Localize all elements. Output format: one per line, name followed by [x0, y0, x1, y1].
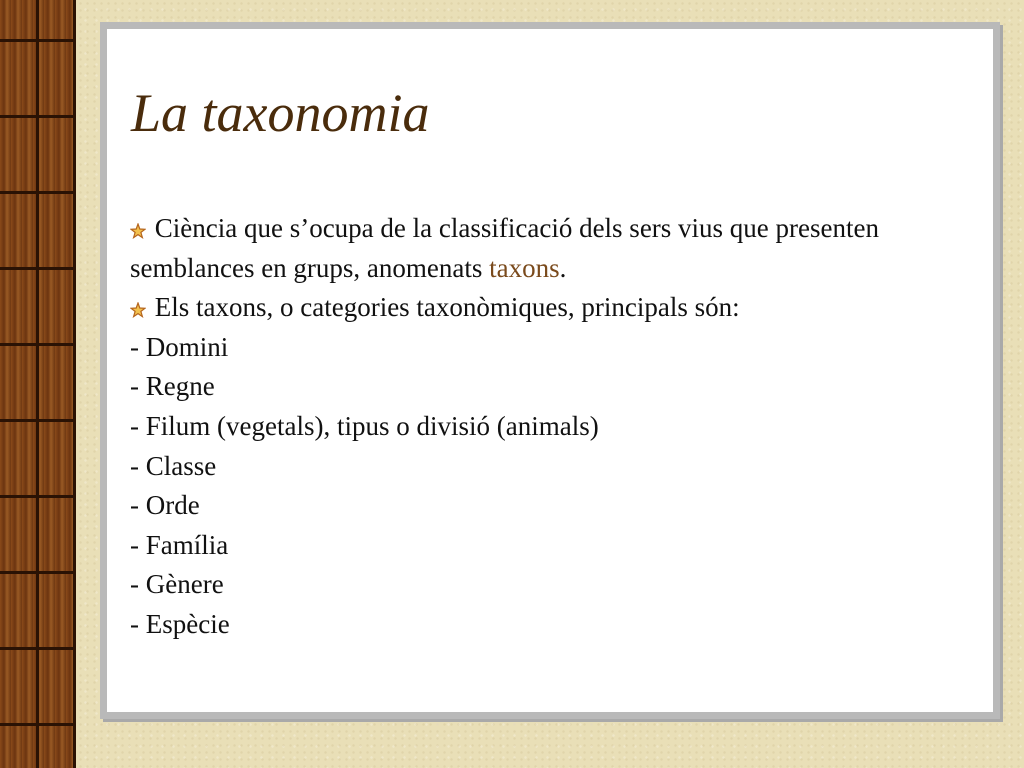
- rank-item-domini: - Domini: [130, 331, 229, 362]
- bullet-point-categories: [130, 288, 990, 328]
- slide-content-panel: [100, 22, 1000, 719]
- bullet-point-definition: [130, 209, 990, 288]
- rank-item-filum: - Filum (vegetals), tipus o divisió (animals): [130, 410, 599, 441]
- definition-text: Ciència que s’ocupa de la classificació dels sers vius que presenten semblances en grups, anomenats: [130, 213, 879, 283]
- rank-item-familia: - Família: [130, 529, 229, 560]
- slide-body: [130, 209, 990, 645]
- taxonomic-ranks-list: [130, 328, 990, 645]
- slide-title: La taxonomia: [131, 83, 430, 143]
- rank-item-orde: - Orde: [130, 490, 200, 521]
- keyword-taxons: taxons: [489, 252, 560, 283]
- star-bullet-icon: [130, 223, 148, 239]
- rank-item-regne: - Regne: [130, 371, 215, 402]
- rank-item-genere: - Gènere: [130, 569, 224, 600]
- rank-item-classe: - Classe: [130, 450, 217, 481]
- decorative-wood-border: [0, 0, 76, 768]
- star-bullet-icon: [130, 302, 148, 318]
- rank-item-especie: - Espècie: [130, 608, 230, 639]
- definition-period: .: [559, 252, 567, 283]
- categories-intro-text: Els taxons, o categories taxonòmiques, principals són:: [154, 292, 740, 323]
